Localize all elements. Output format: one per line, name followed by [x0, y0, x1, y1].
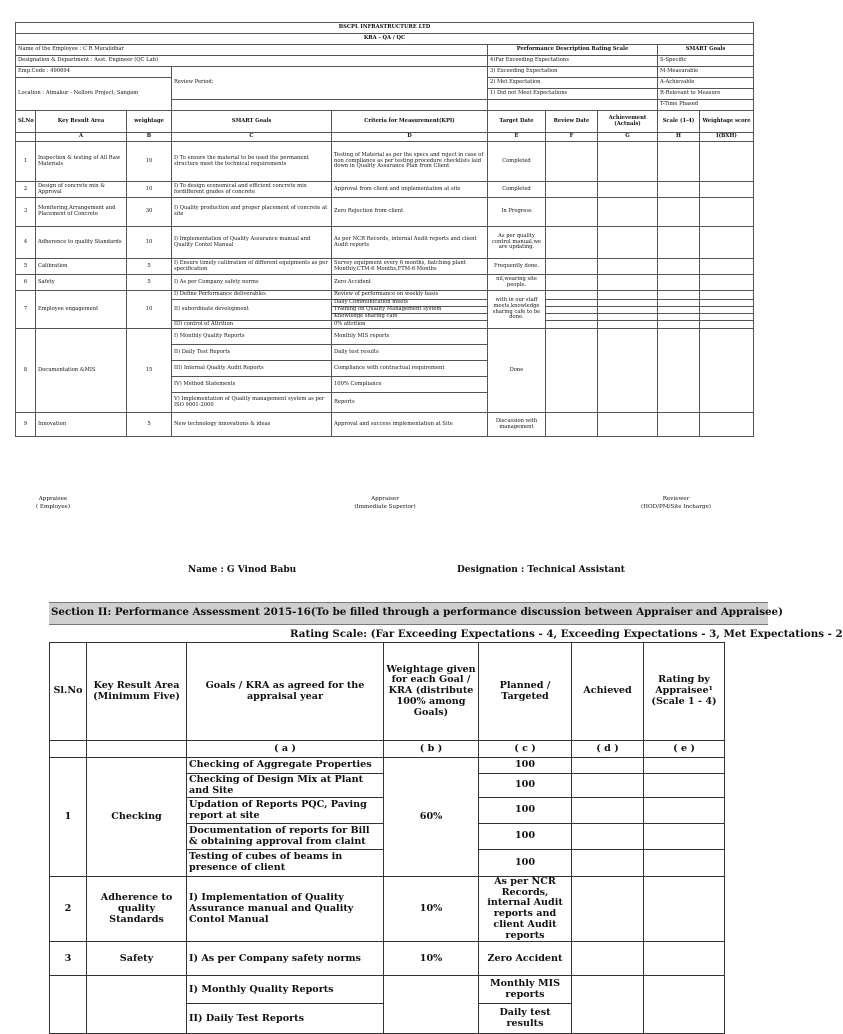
smart-item: A-Achievable [658, 78, 754, 89]
col-header: Criteria for Measurement(KPI) [332, 111, 488, 133]
row-goal: I) Implementation of Quality Assurance manual and Quality Contol Manual [187, 877, 384, 942]
smart-item: R-Relevant to Measure [658, 89, 754, 100]
row-planned: Zero Accident [479, 942, 572, 976]
row-planned: 100 [479, 798, 572, 824]
row-planned: As per NCR Records, internal Audit reports and client Audit reports [479, 877, 572, 942]
row-kpi: Daily test results [332, 345, 488, 361]
row-kpi: Review of performance on weekly basis [332, 291, 488, 300]
row-kra: Inspection & testing of All Raw Materials [36, 142, 127, 182]
row-goal: I) Monthly Quality Reports [187, 976, 384, 1004]
department-head: KRA - QA / QC [16, 34, 754, 45]
kra-row [16, 413, 754, 437]
row-weight: 30 [127, 198, 172, 227]
row-target: In Progress [488, 198, 546, 227]
row-kpi: Monthly MIS reports [332, 329, 488, 345]
table-row [50, 976, 725, 1004]
row-goal: III) control of Attrition [172, 321, 332, 329]
row-weight: 60% [384, 758, 479, 877]
table-row [50, 758, 725, 774]
col-header: Weightage score [700, 111, 754, 133]
row-number: 2 [16, 182, 36, 198]
row-goal: I) As per Company safety norms [187, 942, 384, 976]
row-goal: I) As per Company safety norms [172, 275, 332, 291]
row-number: 8 [16, 329, 36, 413]
row-number: 7 [16, 291, 36, 329]
emp-code: Emp.Code : 490694 [16, 67, 172, 78]
col-letter: ( a ) [187, 741, 384, 758]
col-letter: B [127, 133, 172, 142]
col-header: Review Date [546, 111, 598, 133]
row-weight: 10 [127, 182, 172, 198]
kra-row [16, 259, 754, 275]
row-goal: Testing of cubes of beams in presence of client [187, 850, 384, 877]
col-header: weightage [127, 111, 172, 133]
row-kra: Employee engagement [36, 291, 127, 329]
row-target: Completed [488, 142, 546, 182]
row-kra: Adherence to quality Standards [36, 227, 127, 259]
col-letter: G [598, 133, 658, 142]
row-planned: 100 [479, 774, 572, 798]
row-target: Discussion with management [488, 413, 546, 437]
row-kpi: Daily Communication meets [332, 300, 488, 307]
row-planned: 100 [479, 850, 572, 877]
rating-scale-item: 1) Did not Meet Expectations [488, 89, 658, 100]
kra-row [16, 198, 754, 227]
review-period: Review Period: [172, 67, 488, 100]
row-kra: Innovation [36, 413, 127, 437]
col-header: Achievement (Actuals) [598, 111, 658, 133]
row-goal: I) Define Performance deliverables [172, 291, 332, 300]
row-kra: Checking [87, 758, 187, 877]
rating-scale-item: 4)Far Exceeding Expectations [488, 56, 658, 67]
row-kra: Adherence to quality Standards [87, 877, 187, 942]
row-target: Completed [488, 182, 546, 198]
smart-title: SMART Goals [658, 45, 754, 56]
row-goal: II) subordinate development [172, 300, 332, 321]
section-title: Section II: Performance Assessment 2015-16(To be filled through a performance discussion between Appraiser and Appraisee) [49, 602, 768, 625]
kra-row [16, 275, 754, 291]
col-letter: H [658, 133, 700, 142]
row-kra: Calibration [36, 259, 127, 275]
row-goal: I) Implementation of Quality Assurance manual and Quality Contol Manual [172, 227, 332, 259]
row-weight: 10% [384, 942, 479, 976]
reviewer-label: Reviewer [662, 496, 690, 502]
row-kra: Documentation &MIS [36, 329, 127, 413]
col-header-rating: Rating by Appraisee¹ (Scale 1 - 4) [644, 643, 725, 741]
row-weight: 10% [384, 877, 479, 942]
col-header-slno: Sl.No [50, 643, 87, 741]
row-planned: Monthly MIS reports [479, 976, 572, 1004]
row-kra: Safety [87, 942, 187, 976]
person-name: Name : G Vinod Babu [188, 565, 297, 575]
row-goal: I) To ensure the material to be used the permanent structure meet the technical requirements [172, 142, 332, 182]
row-weight: 10 [127, 142, 172, 182]
row-goal: I) Quality production and proper placement of concrete at site [172, 198, 332, 227]
col-letter: ( c ) [479, 741, 572, 758]
row-kpi: Training on Quality Management system [332, 307, 488, 314]
row-goal: I) Ensure timely calibration of different equipments as per specification [172, 259, 332, 275]
row-goal: I) To design economical and efficient concrete mix fordifferent grades of concrete [172, 182, 332, 198]
col-header: Sl.No [16, 111, 36, 133]
col-header-kra: Key Result Area (Minimum Five) [87, 643, 187, 741]
col-header-weightage: Weightage given for each Goal / KRA (distribute 100% among Goals) [384, 643, 479, 741]
row-goal: V) Implementation of Quality management system as per ISO 9001-2000 [172, 393, 332, 413]
col-letter: F [546, 133, 598, 142]
col-header-achieved: Achieved [572, 643, 644, 741]
row-number: 3 [50, 942, 87, 976]
kra-row [16, 142, 754, 182]
appraisee-signature [28, 496, 78, 511]
kra-table [15, 22, 754, 437]
row-planned: 100 [479, 824, 572, 850]
row-kpi: Survey equipment every 6 months, batching plant Monthly,CTM-6 Months,FTM-6 Months [332, 259, 488, 275]
col-header: Key Result Area [36, 111, 127, 133]
row-kra: Monitering,Arrangement and Placement of Concrete [36, 198, 127, 227]
performance-assessment-table [49, 642, 725, 1034]
row-target: Done [488, 329, 546, 413]
row-number: 2 [50, 877, 87, 942]
location: Location : Atmakur - Nellore Project, Sangam [16, 78, 172, 111]
row-kra: Design of concrete mix & Approval [36, 182, 127, 198]
row-kpi: Approval from client and implementation at site [332, 182, 488, 198]
row-weight: 10 [127, 291, 172, 329]
reviewer-signature [628, 496, 724, 511]
row-weight: 5 [127, 413, 172, 437]
col-header-planned: Planned / Targeted [479, 643, 572, 741]
rating-scale-item: 2) Met Expectation [488, 78, 658, 89]
row-number: 1 [16, 142, 36, 182]
person-designation: Designation : Technical Assistant [457, 565, 625, 575]
row-goal: II) Daily Test Reports [187, 1004, 384, 1034]
kra-row [16, 227, 754, 259]
appraiser-signature [345, 496, 425, 511]
row-kpi: Zero Accident [332, 275, 488, 291]
row-weight: 5 [127, 275, 172, 291]
row-planned: 100 [479, 758, 572, 774]
row-kpi: Reports [332, 393, 488, 413]
rating-scale-item: 3) Exceeding Expectation [488, 67, 658, 78]
kra-row [16, 329, 754, 345]
smart-item: S-Specific [658, 56, 754, 67]
row-goal: Documentation of reports for Bill & obtaining approval from claint [187, 824, 384, 850]
employee-name: Name of the Employee : C R Muralidhar [16, 45, 488, 56]
col-letter: E [488, 133, 546, 142]
row-kpi: As per NCR Records, internal Audit reports and client Audit reports [332, 227, 488, 259]
col-letter: ( d ) [572, 741, 644, 758]
row-weight: 15 [127, 329, 172, 413]
row-kpi: Approval and success implementation at Site [332, 413, 488, 437]
row-goal: Checking of Design Mix at Plant and Site [187, 774, 384, 798]
appraisee-label: Appraisee [38, 496, 68, 502]
row-kpi: 0% attrition [332, 321, 488, 329]
row-kpi: 100% Compliance [332, 377, 488, 393]
row-target: As per quality control manual,we are updating. [488, 227, 546, 259]
row-target: with in our staff meets,knowledge sharing cafe to be done. [488, 291, 546, 329]
col-header: Scale (1-4) [658, 111, 700, 133]
rating-scale-title: Performance Description Rating Scale [488, 45, 658, 56]
appraiser-label: Appraiser [371, 496, 399, 502]
row-weight: 10 [127, 227, 172, 259]
company-name: BSCPL INFRASTRUCTURE LTD [16, 23, 754, 34]
row-number: 4 [16, 227, 36, 259]
row-number: 9 [16, 413, 36, 437]
col-letter: C [172, 133, 332, 142]
smart-item: T-Time Phased [658, 100, 754, 111]
row-number: 6 [16, 275, 36, 291]
col-letter: A [36, 133, 127, 142]
table-row [50, 942, 725, 976]
row-kra: Safety [36, 275, 127, 291]
row-goal: New technology innovations & ideas [172, 413, 332, 437]
reviewer-sub: (HOD/PM/Site Incharge) [641, 503, 711, 510]
row-planned: Daily test results [479, 1004, 572, 1034]
designation: Designation & Department : Asst. Engineer (QC Lab) [16, 56, 488, 67]
col-letter: ( e ) [644, 741, 725, 758]
row-number: 5 [16, 259, 36, 275]
row-goal: Checking of Aggregate Properties [187, 758, 384, 774]
row-target: Frequently done. [488, 259, 546, 275]
col-header-goals: Goals / KRA as agreed for the appraisal year [187, 643, 384, 741]
kra-row [16, 182, 754, 198]
appraiser-sub: (Immediate Superior) [354, 503, 416, 510]
smart-item: M-Measurable [658, 67, 754, 78]
row-goal: Updation of Reports PQC, Paving report at site [187, 798, 384, 824]
row-goal: III) Internal Quality Audit Reports [172, 361, 332, 377]
rating-scale-line: Rating Scale: (Far Exceeding Expectations - 4, Exceeding Expectations - 3, Met Expectations - 2 [290, 628, 843, 640]
row-kpi: Testing of Material as per the specs and reject in case of non compliance as per testing procedure checklists laid down in Quality Assurance Plan from Client [332, 142, 488, 182]
row-goal: II) Daily Test Reports [172, 345, 332, 361]
row-target: nil,wearing site people. [488, 275, 546, 291]
row-goal: I) Monthly Quality Reports [172, 329, 332, 345]
col-letter: ( b ) [384, 741, 479, 758]
table-row [50, 877, 725, 942]
row-number: 3 [16, 198, 36, 227]
col-letter: D [332, 133, 488, 142]
row-kpi: Compliance with contractual requirement [332, 361, 488, 377]
row-kpi: Knowledge sharing cafe [332, 314, 488, 321]
col-letter: I(BXH) [700, 133, 754, 142]
appraisee-sub: ( Employee) [35, 503, 71, 510]
row-number: 1 [50, 758, 87, 877]
row-weight: 5 [127, 259, 172, 275]
col-header: Target Date [488, 111, 546, 133]
col-header: SMART Goals [172, 111, 332, 133]
row-goal: IV) Method Statements [172, 377, 332, 393]
row-kpi: Zero Rejection from client [332, 198, 488, 227]
